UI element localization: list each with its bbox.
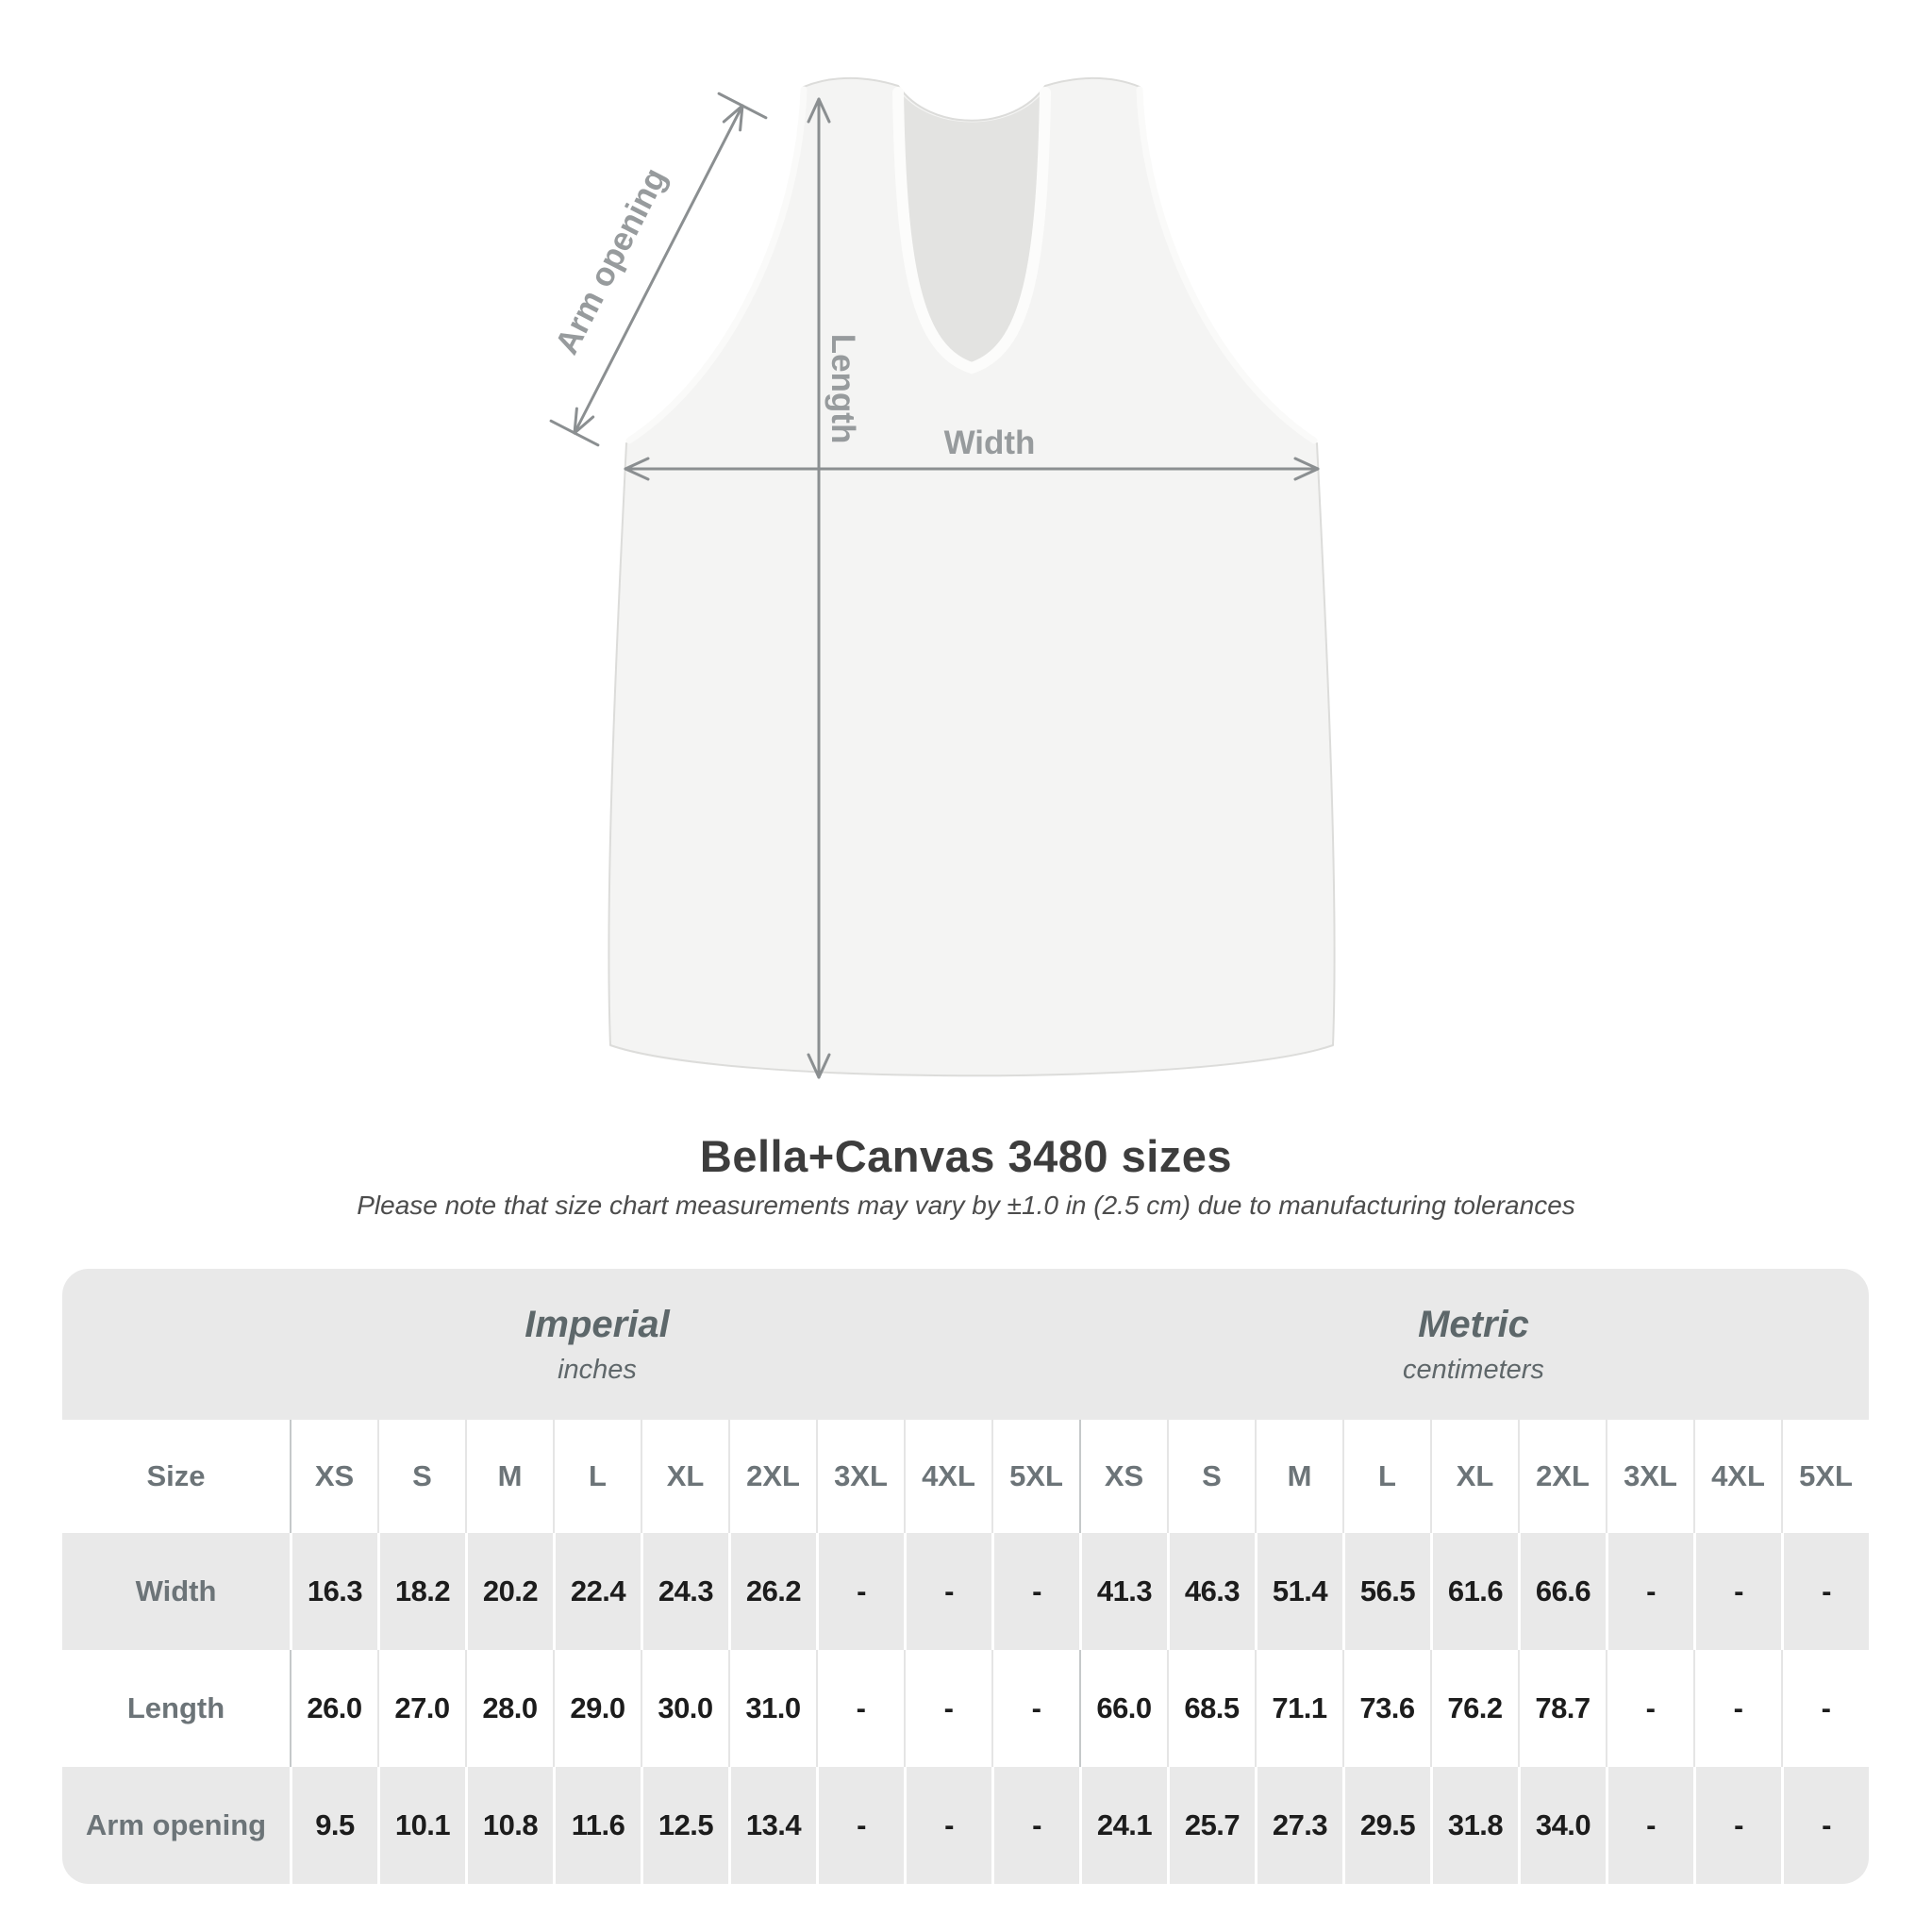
cell-width-metric-3xl: - bbox=[1606, 1533, 1693, 1650]
cell-arm-opening-imperial-xs: 9.5 bbox=[290, 1767, 377, 1884]
cell-length-imperial-xs: 26.0 bbox=[290, 1650, 377, 1767]
cell-arm-opening-imperial-l: 11.6 bbox=[553, 1767, 641, 1884]
cell-arm-opening-metric-xl: 31.8 bbox=[1430, 1767, 1518, 1884]
cell-arm-opening-metric-xs: 24.1 bbox=[1079, 1767, 1167, 1884]
cell-width-imperial-4xl: - bbox=[904, 1533, 991, 1650]
cell-width-imperial-xl: 24.3 bbox=[641, 1533, 728, 1650]
cell-width-imperial-s: 18.2 bbox=[377, 1533, 465, 1650]
cell-width-metric-5xl: - bbox=[1781, 1533, 1869, 1650]
cell-length-imperial-5xl: - bbox=[991, 1650, 1079, 1767]
size-column-header: Size bbox=[146, 1459, 206, 1492]
cell-arm-opening-imperial-5xl: - bbox=[991, 1767, 1079, 1884]
row-label-length: Length bbox=[126, 1691, 225, 1724]
cell-length-metric-m: 71.1 bbox=[1255, 1650, 1342, 1767]
cell-arm-opening-metric-m: 27.3 bbox=[1255, 1767, 1342, 1884]
size-table bbox=[62, 1269, 1869, 1884]
table-row-arm-opening bbox=[62, 1767, 1869, 1884]
cell-length-imperial-m: 28.0 bbox=[465, 1650, 553, 1767]
column-header-imperial-m: M bbox=[465, 1420, 553, 1533]
column-header-metric-xs: XS bbox=[1079, 1420, 1167, 1533]
imperial-sublabel: inches bbox=[558, 1354, 637, 1385]
cell-length-metric-5xl: - bbox=[1781, 1650, 1869, 1767]
column-header-imperial-l: L bbox=[553, 1420, 641, 1533]
page-title: Bella+Canvas 3480 sizes bbox=[699, 1131, 1233, 1181]
arm-opening-label: Arm opening bbox=[548, 161, 675, 360]
cell-arm-opening-metric-l: 29.5 bbox=[1342, 1767, 1430, 1884]
column-header-imperial-3xl: 3XL bbox=[816, 1420, 904, 1533]
column-header-imperial-2xl: 2XL bbox=[728, 1420, 816, 1533]
cell-length-imperial-4xl: - bbox=[904, 1650, 991, 1767]
cell-arm-opening-imperial-m: 10.8 bbox=[465, 1767, 553, 1884]
cell-arm-opening-imperial-3xl: - bbox=[816, 1767, 904, 1884]
column-header-metric-2xl: 2XL bbox=[1518, 1420, 1606, 1533]
size-header-row bbox=[62, 1420, 1869, 1533]
cell-arm-opening-imperial-4xl: - bbox=[904, 1767, 991, 1884]
cell-width-imperial-3xl: - bbox=[816, 1533, 904, 1650]
cell-arm-opening-metric-4xl: - bbox=[1693, 1767, 1781, 1884]
cell-width-imperial-xs: 16.3 bbox=[290, 1533, 377, 1650]
unit-band bbox=[62, 1269, 1869, 1420]
cell-length-imperial-xl: 30.0 bbox=[641, 1650, 728, 1767]
column-header-imperial-4xl: 4XL bbox=[904, 1420, 991, 1533]
width-label: Width bbox=[943, 425, 1036, 461]
cell-width-metric-s: 46.3 bbox=[1167, 1533, 1255, 1650]
cell-length-imperial-2xl: 31.0 bbox=[728, 1650, 816, 1767]
column-header-metric-xl: XL bbox=[1430, 1420, 1518, 1533]
row-label-arm-opening: Arm opening bbox=[62, 1767, 290, 1884]
column-header-metric-4xl: 4XL bbox=[1693, 1420, 1781, 1533]
length-label: Length bbox=[824, 333, 861, 444]
column-header-imperial-s: S bbox=[377, 1420, 465, 1533]
cell-length-metric-4xl: - bbox=[1693, 1650, 1781, 1767]
cell-arm-opening-metric-3xl: - bbox=[1606, 1767, 1693, 1884]
cell-arm-opening-imperial-2xl: 13.4 bbox=[728, 1767, 816, 1884]
table-row-length bbox=[62, 1650, 1869, 1767]
cell-arm-opening-imperial-xl: 12.5 bbox=[641, 1767, 728, 1884]
column-header-metric-5xl: 5XL bbox=[1781, 1420, 1869, 1533]
cell-arm-opening-metric-5xl: - bbox=[1781, 1767, 1869, 1884]
cell-width-metric-2xl: 66.6 bbox=[1518, 1533, 1606, 1650]
cell-width-metric-4xl: - bbox=[1693, 1533, 1781, 1650]
metric-unit-group bbox=[1079, 1269, 1868, 1420]
cell-arm-opening-metric-2xl: 34.0 bbox=[1518, 1767, 1606, 1884]
cell-arm-opening-imperial-s: 10.1 bbox=[377, 1767, 465, 1884]
cell-arm-opening-metric-s: 25.7 bbox=[1167, 1767, 1255, 1884]
table-row-width bbox=[62, 1533, 1869, 1650]
cell-length-metric-s: 68.5 bbox=[1167, 1650, 1255, 1767]
cell-length-imperial-s: 27.0 bbox=[377, 1650, 465, 1767]
column-header-imperial-xs: XS bbox=[290, 1420, 377, 1533]
column-header-metric-l: L bbox=[1342, 1420, 1430, 1533]
column-header-imperial-5xl: 5XL bbox=[991, 1420, 1079, 1533]
cell-width-metric-l: 56.5 bbox=[1342, 1533, 1430, 1650]
cell-width-imperial-5xl: - bbox=[991, 1533, 1079, 1650]
cell-length-imperial-l: 29.0 bbox=[553, 1650, 641, 1767]
cell-length-imperial-3xl: - bbox=[816, 1650, 904, 1767]
cell-width-metric-xs: 41.3 bbox=[1079, 1533, 1167, 1650]
row-label-width: Width bbox=[62, 1533, 290, 1650]
cell-width-metric-m: 51.4 bbox=[1255, 1533, 1342, 1650]
page-subtitle: Please note that size chart measurements may vary by ±1.0 in (2.5 cm) due to manufacturing tolerances bbox=[357, 1191, 1575, 1220]
cell-length-metric-3xl: - bbox=[1606, 1650, 1693, 1767]
metric-sublabel: centimeters bbox=[1403, 1354, 1544, 1385]
column-header-metric-s: S bbox=[1167, 1420, 1255, 1533]
column-header-metric-3xl: 3XL bbox=[1606, 1420, 1693, 1533]
cell-width-metric-xl: 61.6 bbox=[1430, 1533, 1518, 1650]
cell-width-imperial-l: 22.4 bbox=[553, 1533, 641, 1650]
cell-length-metric-xl: 76.2 bbox=[1430, 1650, 1518, 1767]
imperial-label: Imperial bbox=[525, 1303, 670, 1345]
column-header-imperial-xl: XL bbox=[641, 1420, 728, 1533]
cell-length-metric-l: 73.6 bbox=[1342, 1650, 1430, 1767]
column-header-metric-m: M bbox=[1255, 1420, 1342, 1533]
metric-label: Metric bbox=[1418, 1303, 1529, 1345]
cell-width-imperial-m: 20.2 bbox=[465, 1533, 553, 1650]
imperial-unit-group bbox=[62, 1269, 1132, 1420]
cell-width-imperial-2xl: 26.2 bbox=[728, 1533, 816, 1650]
cell-length-metric-xs: 66.0 bbox=[1079, 1650, 1167, 1767]
cell-length-metric-2xl: 78.7 bbox=[1518, 1650, 1606, 1767]
